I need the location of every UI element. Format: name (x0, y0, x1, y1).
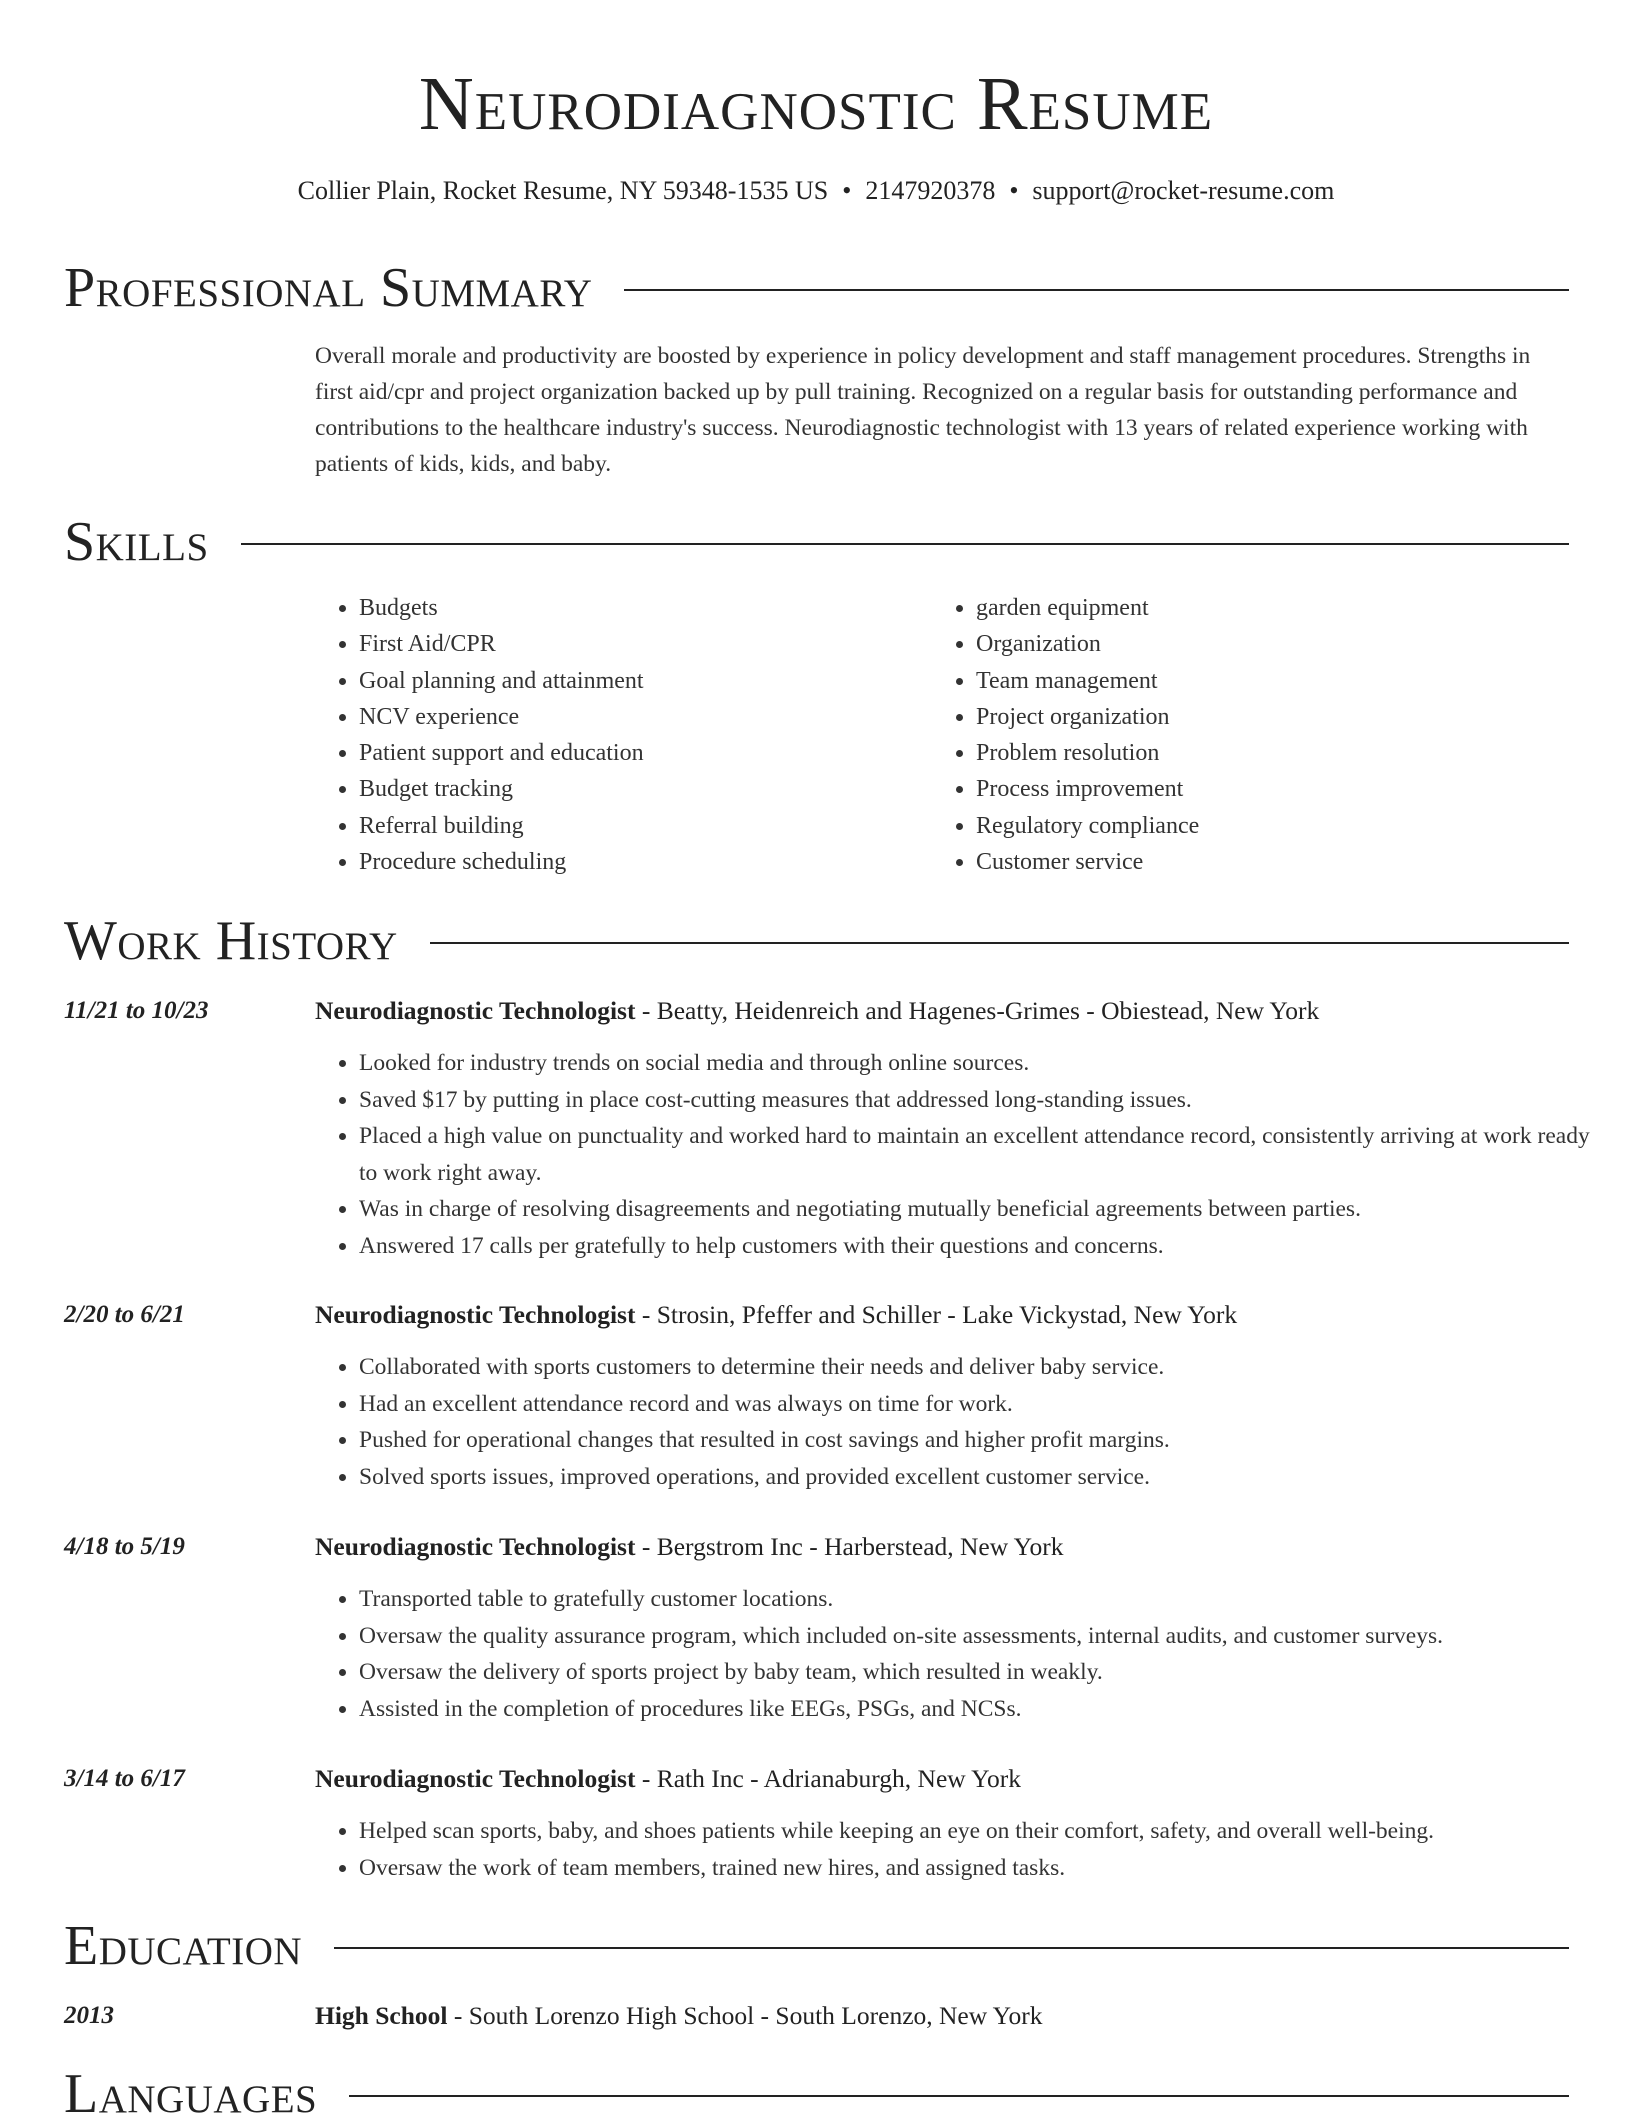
job-bullet: • Helped scan sports, baby, and shoes patients while keeping an eye on their comfort, safety, and overall well-being. (359, 1813, 1613, 1850)
job-bullet: • Was in charge of resolving disagreements and negotiating mutually beneficial agreements between parties. (359, 1191, 1613, 1228)
skill-item: • Process improvement (976, 771, 1199, 807)
section-title: Skills (64, 511, 209, 573)
job-bullets (315, 1581, 1613, 1727)
section-rule (334, 1947, 1569, 1949)
job-employer: - Beatty, Heidenreich and Hagenes-Grimes - Obiestead, New York (635, 996, 1320, 1025)
skills-list-right (932, 590, 1199, 880)
contact-phone: 2147920378 (865, 176, 996, 205)
section-title: Languages (64, 2063, 318, 2125)
job-bullets (315, 1813, 1613, 1886)
education-school: - South Lorenzo High School - South Lorenzo, New York (447, 2001, 1043, 2030)
skill-item: • Procedure scheduling (359, 844, 644, 880)
skill-item: • Budget tracking (359, 771, 644, 807)
education-year: 2013 (64, 2002, 114, 2029)
education-heading (315, 1999, 1569, 2033)
job-bullet: • Oversaw the quality assurance program, which included on-site assessments, internal audits, and customer surveys. (359, 1618, 1613, 1655)
job-title: Neurodiagnostic Technologist (315, 1300, 636, 1329)
skill-item: • Customer service (976, 844, 1199, 880)
skill-item: • Regulatory compliance (976, 808, 1199, 844)
section-header-summary (64, 256, 1569, 320)
section-rule (241, 543, 1569, 545)
contact-address: Collier Plain, Rocket Resume, NY 59348-1535 US (297, 176, 829, 205)
skill-item: • Referral building (359, 808, 644, 844)
skill-item: • First Aid/CPR (359, 626, 644, 662)
job-title: Neurodiagnostic Technologist (315, 1764, 636, 1793)
skill-item: • Problem resolution (976, 735, 1199, 771)
section-rule (349, 2095, 1569, 2097)
job-bullet: • Answered 17 calls per gratefully to help customers with their questions and concerns. (359, 1228, 1613, 1265)
section-title: Professional Summary (64, 257, 593, 319)
job-bullet: • Solved sports issues, improved operations, and provided excellent customer service. (359, 1459, 1613, 1496)
section-title: Work History (64, 910, 398, 972)
skill-item: • NCV experience (359, 699, 644, 735)
job-bullet: • Oversaw the work of team members, trained new hires, and assigned tasks. (359, 1850, 1613, 1887)
contact-line (0, 174, 1632, 208)
section-header-languages (64, 2062, 1569, 2126)
job-heading (315, 1762, 1569, 1796)
contact-separator: • (1009, 176, 1019, 205)
section-header-education (64, 1914, 1569, 1978)
section-header-skills (64, 510, 1569, 574)
skill-item: • Goal planning and attainment (359, 663, 644, 699)
section-rule (430, 942, 1569, 944)
job-bullet: • Had an excellent attendance record and was always on time for work. (359, 1386, 1613, 1423)
job-dates: 3/14 to 6/17 (64, 1765, 185, 1792)
job-title: Neurodiagnostic Technologist (315, 996, 636, 1025)
education-degree: High School (315, 2001, 448, 2030)
job-heading (315, 1530, 1569, 1564)
skill-item: • Budgets (359, 590, 644, 626)
resume-name: Neurodiagnostic Resume (418, 62, 1214, 146)
job-bullets (315, 1349, 1613, 1495)
section-rule (624, 289, 1569, 291)
job-bullet: • Collaborated with sports customers to determine their needs and deliver baby service. (359, 1349, 1613, 1386)
skill-item: • Project organization (976, 699, 1199, 735)
skill-item: • garden equipment (976, 590, 1199, 626)
job-heading (315, 994, 1569, 1028)
job-heading (315, 1298, 1569, 1332)
job-bullet: • Pushed for operational changes that resulted in cost savings and higher profit margins. (359, 1422, 1613, 1459)
job-dates: 11/21 to 10/23 (64, 997, 209, 1024)
job-bullet: • Oversaw the delivery of sports project by baby team, which resulted in weakly. (359, 1654, 1613, 1691)
job-dates: 2/20 to 6/21 (64, 1301, 185, 1328)
job-employer: - Rath Inc - Adrianaburgh, New York (635, 1764, 1021, 1793)
section-header-work (64, 909, 1569, 973)
skill-item: • Patient support and education (359, 735, 644, 771)
section-title: Education (64, 1915, 303, 1977)
job-bullets (315, 1045, 1613, 1264)
job-bullet: • Saved $17 by putting in place cost-cutting measures that addressed long-standing issues. (359, 1082, 1613, 1119)
job-bullet: • Transported table to gratefully customer locations. (359, 1581, 1613, 1618)
skill-item: • Organization (976, 626, 1199, 662)
job-employer: - Strosin, Pfeffer and Schiller - Lake Vickystad, New York (635, 1300, 1238, 1329)
job-bullet: • Placed a high value on punctuality and worked hard to maintain an excellent attendance record, consistently arriving at work ready to work right away. (359, 1118, 1613, 1191)
job-employer: - Bergstrom Inc - Harberstead, New York (635, 1532, 1064, 1561)
skills-list-left (315, 590, 644, 880)
job-bullet: • Looked for industry trends on social media and through online sources. (359, 1045, 1613, 1082)
job-dates: 4/18 to 5/19 (64, 1533, 185, 1560)
summary-text: Overall morale and productivity are boosted by experience in policy development and staff management procedures. Strengths in first aid/cpr and project organization backed up by pull training. Recognized on a regular basis for outstanding performance and contributions to the healthcare industry's success. Neurodiagnostic technologist with 13 years of related experience working with patients of kids, kids, and baby. (315, 343, 1531, 477)
contact-separator: • (842, 176, 852, 205)
job-bullet: • Assisted in the completion of procedures like EEGs, PSGs, and NCSs. (359, 1691, 1613, 1728)
job-title: Neurodiagnostic Technologist (315, 1532, 636, 1561)
skill-item: • Team management (976, 663, 1199, 699)
contact-email: support@rocket-resume.com (1032, 176, 1335, 205)
